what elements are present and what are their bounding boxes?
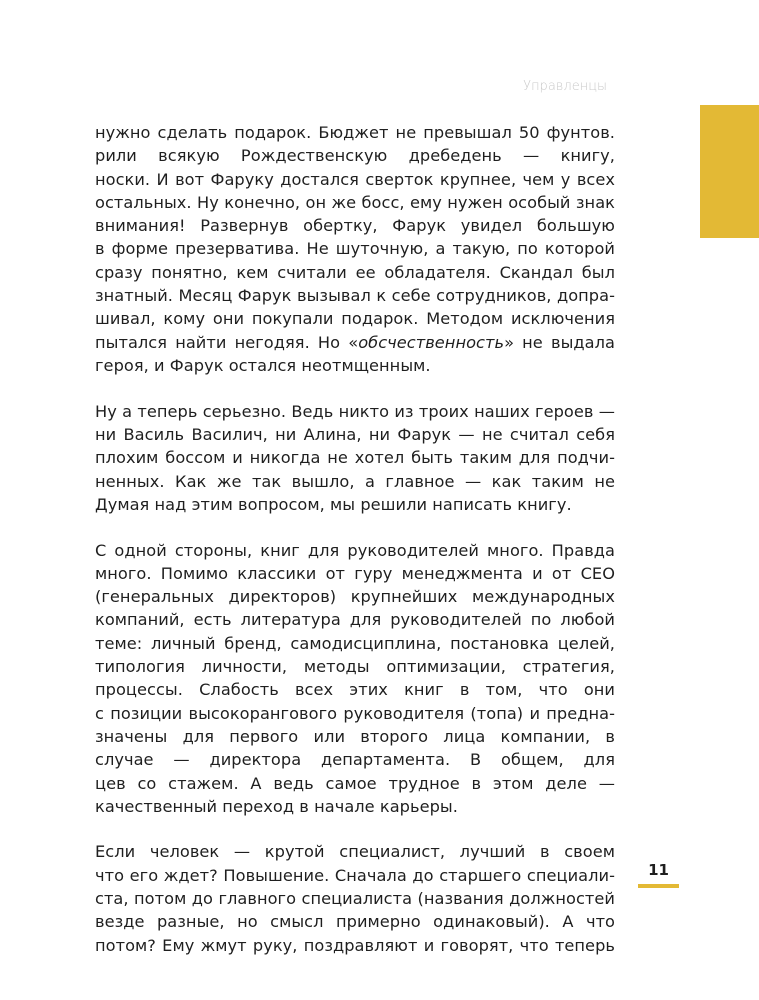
paragraph <box>95 121 615 377</box>
text-line: сразу понятно, кем считали ее обладателя. Скандал был <box>95 262 615 282</box>
text-line: носки. И вот Фаруку достался сверток крупнее, чем у всех <box>95 169 615 189</box>
text-line: типология личности, методы оптимизации, стратегия, <box>95 657 615 677</box>
text-line: нужно сделать подарок. Бюджет не превышал 50 фунтов. <box>95 123 615 142</box>
text-line: процессы. Слабость всех этих книг в том, что они <box>95 680 615 700</box>
running-head: Управленцы <box>523 79 607 94</box>
text-line: что его ждет? Повышение. Сначала до старшего специали- <box>95 865 615 885</box>
paragraph <box>95 840 615 956</box>
text-line: С одной стороны, книг для руководителей много. Правда <box>95 540 615 560</box>
text-line: значены для первого или второго лица компании, в <box>95 726 615 746</box>
text-line: Если человек — крутой специалист, лучший в своем <box>95 842 615 862</box>
text-line: ни Василь Василич, ни Алина, ни Фарук — не считал себя <box>95 424 615 444</box>
text-line: компаний, есть литература для руководителей по любой <box>95 610 615 630</box>
text-line: внимания! Развернув обертку, Фарук увидел большую <box>95 216 615 236</box>
text-line: пытался найти негодяя. Но «обсчественность» не выдала <box>95 332 615 352</box>
text-line: потом? Ему жмут руку, поздравляют и говорят, что теперь <box>95 935 615 955</box>
text-line: качественный переход в начале карьеры. <box>95 796 458 816</box>
text-line: знатный. Месяц Фарук вызывал к себе сотрудников, допра- <box>95 286 615 306</box>
chapter-tab-marker <box>700 105 759 238</box>
emphasized-word: обсчественность <box>358 332 505 352</box>
text-line: теме: личный бренд, самодисциплина, постановка целей, <box>95 633 615 653</box>
text-line: (генеральных директоров) крупнейших международных <box>95 587 615 607</box>
text-line: везде разные, но смысл примерно одинаковый). А что <box>95 912 615 932</box>
text-line: героя, и Фарук остался неотмщенным. <box>95 355 431 375</box>
text-line: много. Помимо классики от гуру менеджмента и от CEO <box>95 563 615 583</box>
text-line: остальных. Ну конечно, он же босс, ему нужен особый знак <box>95 192 615 212</box>
paragraph <box>95 539 615 819</box>
text-line: рили всякую Рождественскую дребедень — книгу, <box>95 146 615 166</box>
page-number: 11 <box>648 861 669 879</box>
text-line: Думая над этим вопросом, мы решили написать книгу. <box>95 494 572 514</box>
text-line: Ну а теперь серьезно. Ведь никто из троих наших героев — <box>95 401 615 421</box>
text-line: ста, потом до главного специалиста (названия должностей <box>95 889 615 909</box>
text-line: плохим боссом и никогда не хотел быть таким для подчи- <box>95 448 615 468</box>
text-line: в форме презерватива. Не шуточную, а такую, по которой <box>95 239 615 259</box>
page-number-underline <box>638 884 679 888</box>
body-text <box>95 121 615 979</box>
paragraph <box>95 400 615 516</box>
text-line: цев со стажем. А ведь самое трудное в этом деле — <box>95 773 615 793</box>
text-line: с позиции высокорангового руководителя (топа) и предна- <box>95 703 615 723</box>
text-line: ненных. Как же так вышло, а главное — как таким не <box>95 471 615 491</box>
text-line: случае — директора департамента. В общем, для <box>95 750 615 770</box>
text-line: шивал, кому они покупали подарок. Методом исключения <box>95 309 615 329</box>
